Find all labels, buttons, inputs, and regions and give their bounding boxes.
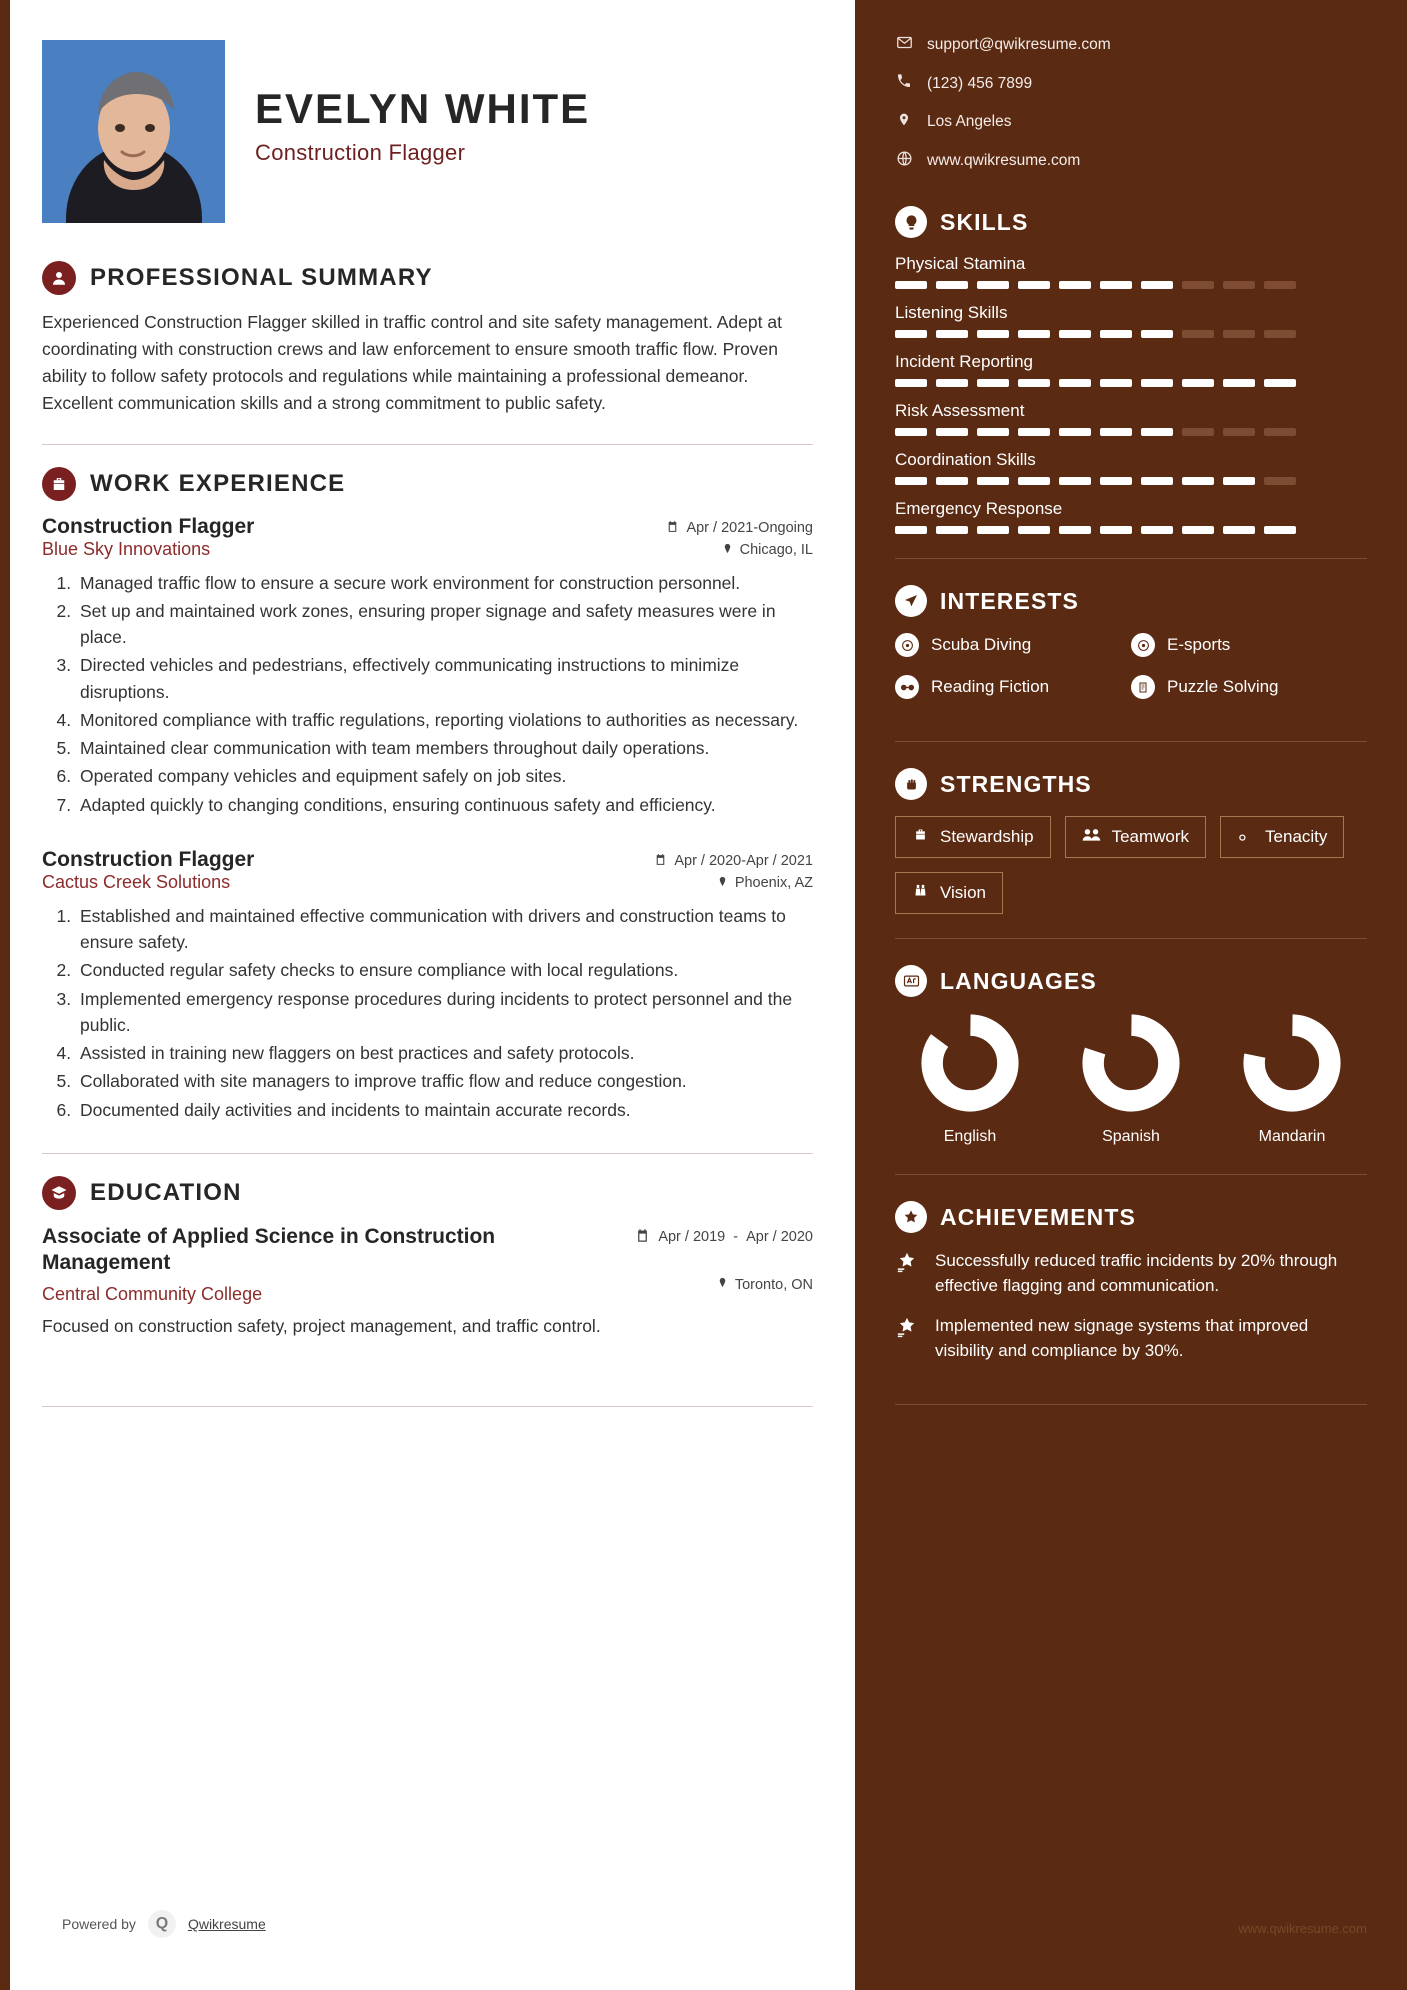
skill-label: Emergency Response bbox=[895, 499, 1063, 518]
resume-header bbox=[42, 40, 813, 223]
work-location bbox=[722, 542, 813, 559]
education-location bbox=[717, 1276, 813, 1293]
strength-label: Stewardship bbox=[940, 827, 1034, 846]
list-item: 6. Documented daily activities and incidents to maintain accurate records. bbox=[76, 1097, 813, 1123]
skill-label: Risk Assessment bbox=[895, 401, 1025, 420]
skill-label: Incident Reporting bbox=[895, 352, 1033, 371]
work-dates bbox=[654, 853, 813, 870]
interest-item bbox=[895, 675, 1131, 699]
work-location-text: Chicago, IL bbox=[739, 542, 813, 558]
sidebar bbox=[855, 0, 1407, 1990]
sidebar-divider bbox=[895, 741, 1367, 742]
footer-branding bbox=[62, 1910, 266, 1938]
divider bbox=[42, 1153, 813, 1154]
contact-email-text: support@qwikresume.com bbox=[927, 36, 1111, 53]
achievement-item bbox=[895, 1249, 1367, 1298]
skill-meter bbox=[895, 526, 1367, 534]
education-school-row bbox=[42, 1276, 813, 1305]
team-icon bbox=[1082, 827, 1101, 847]
skill-meter bbox=[895, 379, 1367, 387]
user-icon bbox=[42, 261, 76, 295]
strength-label: Tenacity bbox=[1265, 827, 1328, 846]
section-title-achievements: ACHIEVEMENTS bbox=[940, 1203, 1136, 1230]
section-header-education bbox=[42, 1176, 813, 1210]
list-item: 1. Established and maintained effective communication with drivers and construction teams to ensure safety. bbox=[76, 903, 813, 956]
contact-email[interactable] bbox=[895, 34, 1367, 56]
key-icon bbox=[1237, 827, 1254, 847]
work-bullets bbox=[42, 570, 813, 818]
work-company: Cactus Creek Solutions bbox=[42, 871, 231, 892]
section-header-summary bbox=[42, 261, 813, 295]
contact-website[interactable] bbox=[895, 150, 1367, 172]
work-dates-text: Apr / 2020-Apr / 2021 bbox=[674, 853, 813, 870]
skill-item bbox=[895, 352, 1367, 387]
language-donut bbox=[920, 1013, 1020, 1113]
contact-website-text: www.qwikresume.com bbox=[927, 152, 1081, 169]
interest-item bbox=[1131, 633, 1367, 657]
education-location-text: Toronto, ON bbox=[734, 1276, 813, 1293]
location-icon bbox=[895, 111, 913, 133]
skill-label: Listening Skills bbox=[895, 303, 1008, 322]
profile-job-title: Construction Flagger bbox=[255, 140, 466, 166]
language-item bbox=[1056, 1013, 1206, 1146]
list-item: 5. Collaborated with site managers to improve traffic flow and reduce congestion. bbox=[76, 1068, 813, 1094]
work-item bbox=[42, 515, 813, 818]
education-description: Focused on construction safety, project management, and traffic control. bbox=[42, 1316, 601, 1337]
skill-label: Physical Stamina bbox=[895, 254, 1026, 273]
skill-meter bbox=[895, 477, 1367, 485]
contact-phone[interactable] bbox=[895, 73, 1367, 94]
achievement-text: Successfully reduced traffic incidents by 20% through effective flagging and communication. bbox=[935, 1251, 1338, 1295]
language-label: English bbox=[943, 1128, 997, 1145]
interest-item bbox=[1131, 675, 1367, 699]
paper-plane-icon bbox=[895, 585, 927, 617]
skill-item bbox=[895, 450, 1367, 485]
achievement-text: Implemented new signage systems that improved visibility and compliance by 30%. bbox=[935, 1316, 1309, 1360]
work-location bbox=[717, 875, 813, 892]
fist-icon bbox=[895, 768, 927, 800]
skill-item bbox=[895, 254, 1367, 289]
education-date-start: Apr / 2019 bbox=[658, 1229, 726, 1246]
section-title-interests: INTERESTS bbox=[940, 587, 1079, 614]
work-item-company-row bbox=[42, 872, 813, 893]
interest-label: Puzzle Solving bbox=[1167, 677, 1279, 696]
list-item: 3. Directed vehicles and pedestrians, effectively communicating instructions to minimize disruptions. bbox=[76, 652, 813, 705]
strength-label: Teamwork bbox=[1111, 827, 1190, 846]
section-title-strengths: STRENGTHS bbox=[940, 770, 1092, 797]
strength-item bbox=[895, 816, 1051, 858]
contact-location bbox=[895, 111, 1367, 133]
language-label: Spanish bbox=[1102, 1128, 1160, 1145]
footer-powered-by: Powered by bbox=[62, 1916, 136, 1932]
list-item: 2. Conducted regular safety checks to ensure compliance with local regulations. bbox=[76, 957, 813, 983]
language-label: Mandarin bbox=[1258, 1128, 1326, 1145]
languages-list bbox=[895, 1013, 1367, 1146]
sidebar-divider bbox=[895, 938, 1367, 939]
skill-item bbox=[895, 499, 1367, 534]
calendar-icon bbox=[635, 1228, 650, 1248]
list-item: 7. Adapted quickly to changing conditions, ensuring continuous safety and efficiency. bbox=[76, 792, 813, 818]
section-header-work bbox=[42, 467, 813, 501]
education-item bbox=[42, 1224, 813, 1277]
esports-icon bbox=[1131, 633, 1155, 657]
achievements-list bbox=[895, 1249, 1367, 1364]
section-header-strengths bbox=[895, 768, 1367, 800]
calendar-icon bbox=[666, 520, 679, 537]
strengths-list bbox=[895, 816, 1367, 914]
strength-label: Vision bbox=[940, 883, 986, 902]
education-date-end: Apr / 2020 bbox=[746, 1229, 813, 1246]
achievement-item bbox=[895, 1314, 1367, 1363]
section-header-interests bbox=[895, 585, 1367, 617]
work-item-title-row bbox=[42, 848, 813, 872]
name-block bbox=[255, 40, 590, 166]
summary-text: Experienced Construction Flagger skilled in traffic control and site safety management. Adept at coordinating with construction crews and law enforcement to ensure smooth traffic flow. Proven ability to follow safety protocols and regulations while maintaining a professional demeanor. Excellent communication skills and a strong commitment to public safety. bbox=[42, 312, 782, 414]
interest-label: Reading Fiction bbox=[931, 677, 1050, 696]
scuba-icon bbox=[895, 633, 919, 657]
section-title-languages: LANGUAGES bbox=[940, 967, 1097, 994]
work-location-text: Phoenix, AZ bbox=[734, 875, 813, 892]
interest-label: E-sports bbox=[1167, 635, 1231, 654]
pin-icon bbox=[722, 542, 733, 559]
work-company: Blue Sky Innovations bbox=[42, 538, 211, 559]
globe-icon bbox=[895, 150, 913, 172]
skill-label: Coordination Skills bbox=[895, 450, 1036, 469]
work-position: Construction Flagger bbox=[42, 514, 255, 538]
profile-photo bbox=[42, 40, 225, 223]
divider bbox=[42, 444, 813, 445]
work-item bbox=[42, 848, 813, 1123]
date-separator: - bbox=[733, 1229, 739, 1246]
sidebar-divider bbox=[895, 1404, 1367, 1405]
star-badge-icon bbox=[895, 1201, 927, 1233]
list-item: 2. Set up and maintained work zones, ensuring proper signage and safety measures were in place. bbox=[76, 598, 813, 651]
skill-meter bbox=[895, 330, 1367, 338]
footer-brand-link[interactable]: Qwikresume bbox=[187, 1916, 266, 1932]
language-donut bbox=[1081, 1013, 1181, 1113]
language-icon bbox=[895, 965, 927, 997]
strength-item bbox=[895, 872, 1003, 914]
sidebar-divider bbox=[895, 1174, 1367, 1175]
work-position: Construction Flagger bbox=[42, 847, 255, 871]
achievement-star-icon bbox=[895, 1314, 921, 1363]
briefcase-icon bbox=[42, 467, 76, 501]
achievement-star-icon bbox=[895, 1249, 921, 1298]
page-title: EVELYN WHITE bbox=[255, 85, 591, 132]
section-title-summary: PROFESSIONAL SUMMARY bbox=[90, 264, 433, 291]
graduation-cap-icon bbox=[42, 1176, 76, 1210]
section-title-work: WORK EXPERIENCE bbox=[90, 469, 346, 497]
lightbulb-icon bbox=[895, 206, 927, 238]
section-header-languages bbox=[895, 965, 1367, 997]
education-dates bbox=[635, 1224, 813, 1248]
work-item-title-row bbox=[42, 515, 813, 539]
contact-location-text: Los Angeles bbox=[927, 113, 1012, 130]
section-title-education: EDUCATION bbox=[90, 1178, 242, 1206]
contact-list bbox=[895, 34, 1367, 172]
briefcase-icon bbox=[912, 827, 929, 847]
email-icon bbox=[895, 34, 913, 56]
pin-icon bbox=[717, 875, 728, 892]
section-header-skills bbox=[895, 206, 1367, 238]
sidebar-watermark: www.qwikresume.com bbox=[1238, 1921, 1367, 1936]
list-item: 4. Monitored compliance with traffic regulations, reporting violations to authorities as necessary. bbox=[76, 707, 813, 733]
skill-item bbox=[895, 303, 1367, 338]
skill-meter bbox=[895, 428, 1367, 436]
skill-meter bbox=[895, 281, 1367, 289]
education-school: Central Community College bbox=[42, 1284, 263, 1305]
glasses-icon bbox=[895, 675, 919, 699]
list-item: 1. Managed traffic flow to ensure a secure work environment for construction personnel. bbox=[76, 570, 813, 596]
work-dates-text: Apr / 2021-Ongoing bbox=[686, 520, 813, 536]
language-item bbox=[895, 1013, 1045, 1146]
strength-item bbox=[1065, 816, 1206, 858]
list-item: 5. Maintained clear communication with team members throughout daily operations. bbox=[76, 735, 813, 761]
calendar-icon bbox=[654, 853, 667, 870]
qwikresume-logo-icon: Q bbox=[148, 1910, 176, 1938]
divider bbox=[42, 1406, 813, 1407]
contact-phone-text: (123) 456 7899 bbox=[927, 74, 1033, 92]
list-item: 3. Implemented emergency response procedures during incidents to protect personnel and the public. bbox=[76, 986, 813, 1039]
section-title-skills: SKILLS bbox=[940, 208, 1029, 235]
interests-list bbox=[895, 633, 1367, 717]
left-accent-bar bbox=[0, 0, 10, 1990]
puzzle-icon bbox=[1131, 675, 1155, 699]
interest-item bbox=[895, 633, 1131, 657]
strength-item bbox=[1220, 816, 1344, 858]
phone-icon bbox=[895, 73, 913, 94]
work-item-company-row bbox=[42, 539, 813, 560]
pin-icon bbox=[717, 1276, 728, 1293]
interest-label: Scuba Diving bbox=[931, 635, 1032, 654]
education-degree: Associate of Applied Science in Construction Management bbox=[42, 1224, 496, 1274]
skill-item bbox=[895, 401, 1367, 436]
work-dates bbox=[666, 520, 813, 537]
skills-list bbox=[895, 254, 1367, 534]
list-item: 4. Assisted in training new flaggers on best practices and safety protocols. bbox=[76, 1040, 813, 1066]
binoculars-icon bbox=[912, 883, 929, 903]
sidebar-divider bbox=[895, 558, 1367, 559]
work-bullets bbox=[42, 903, 813, 1123]
list-item: 6. Operated company vehicles and equipment safely on job sites. bbox=[76, 763, 813, 789]
language-donut bbox=[1242, 1013, 1342, 1113]
language-item bbox=[1217, 1013, 1367, 1146]
section-header-achievements bbox=[895, 1201, 1367, 1233]
